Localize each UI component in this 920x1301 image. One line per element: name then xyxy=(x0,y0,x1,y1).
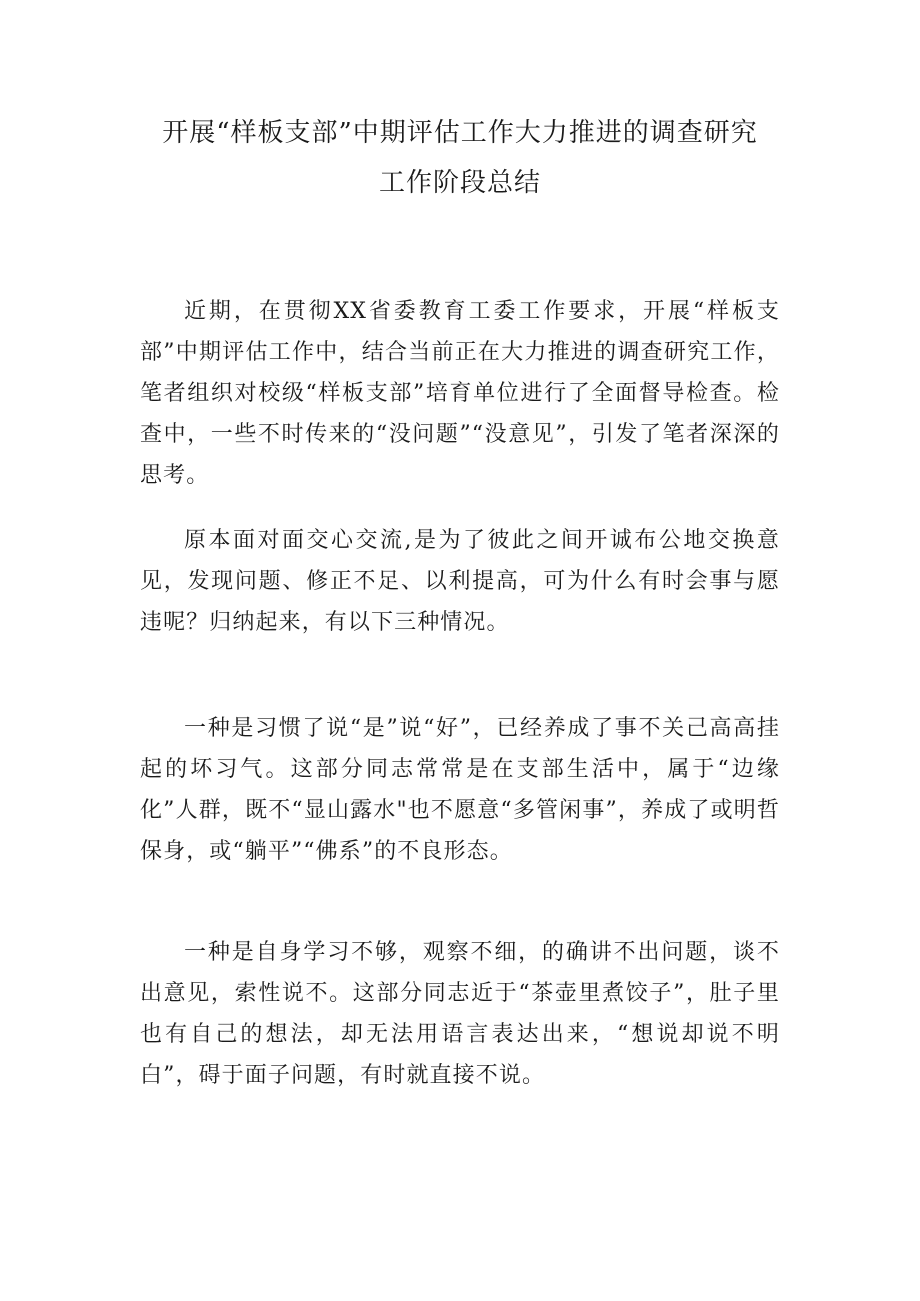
title-line-1: 开展“样板支部”中期评估工作大力推进的调查研究 xyxy=(162,118,758,148)
paragraph-3: 一种是习惯了说“是”说“好”，已经养成了事不关己高高挂起的坏习气。这部分同志常常是在支部生活中，属于“边缘化”人群，既不“显山露水"也不愿意“多管闲事”，养成了或明哲保身，或“躺平”“佛系”的不良形态。 xyxy=(140,716,780,864)
paragraph-1: 近期，在贯彻XX省委教育工委工作要求，开展“样板支部”中期评估工作中，结合当前正在大力推进的调查研究工作，笔者组织对校级“样板支部”培育单位进行了全面督导检查。检查中，一些不时传来的“没问题”“没意见”，引发了笔者深深的思考。 xyxy=(140,299,780,488)
paragraph-4: 一种是自身学习不够，观察不细，的确讲不出问题，谈不出意见，索性说不。这部分同志近于“茶壶里煮饺子”，肚子里也有自己的想法，却无法用语言表达出来，“想说却说不明白”，碍于面子问题，有时就直接不说。 xyxy=(140,940,780,1088)
title-line-2: 工作阶段总结 xyxy=(378,168,541,198)
document-title xyxy=(120,108,800,208)
paragraph-2: 原本面对面交心交流,是为了彼此之间开诚布公地交换意见，发现问题、修正不足、以利提高，可为什么有时会事与愿违呢？归纳起来，有以下三种情况。 xyxy=(140,528,780,635)
